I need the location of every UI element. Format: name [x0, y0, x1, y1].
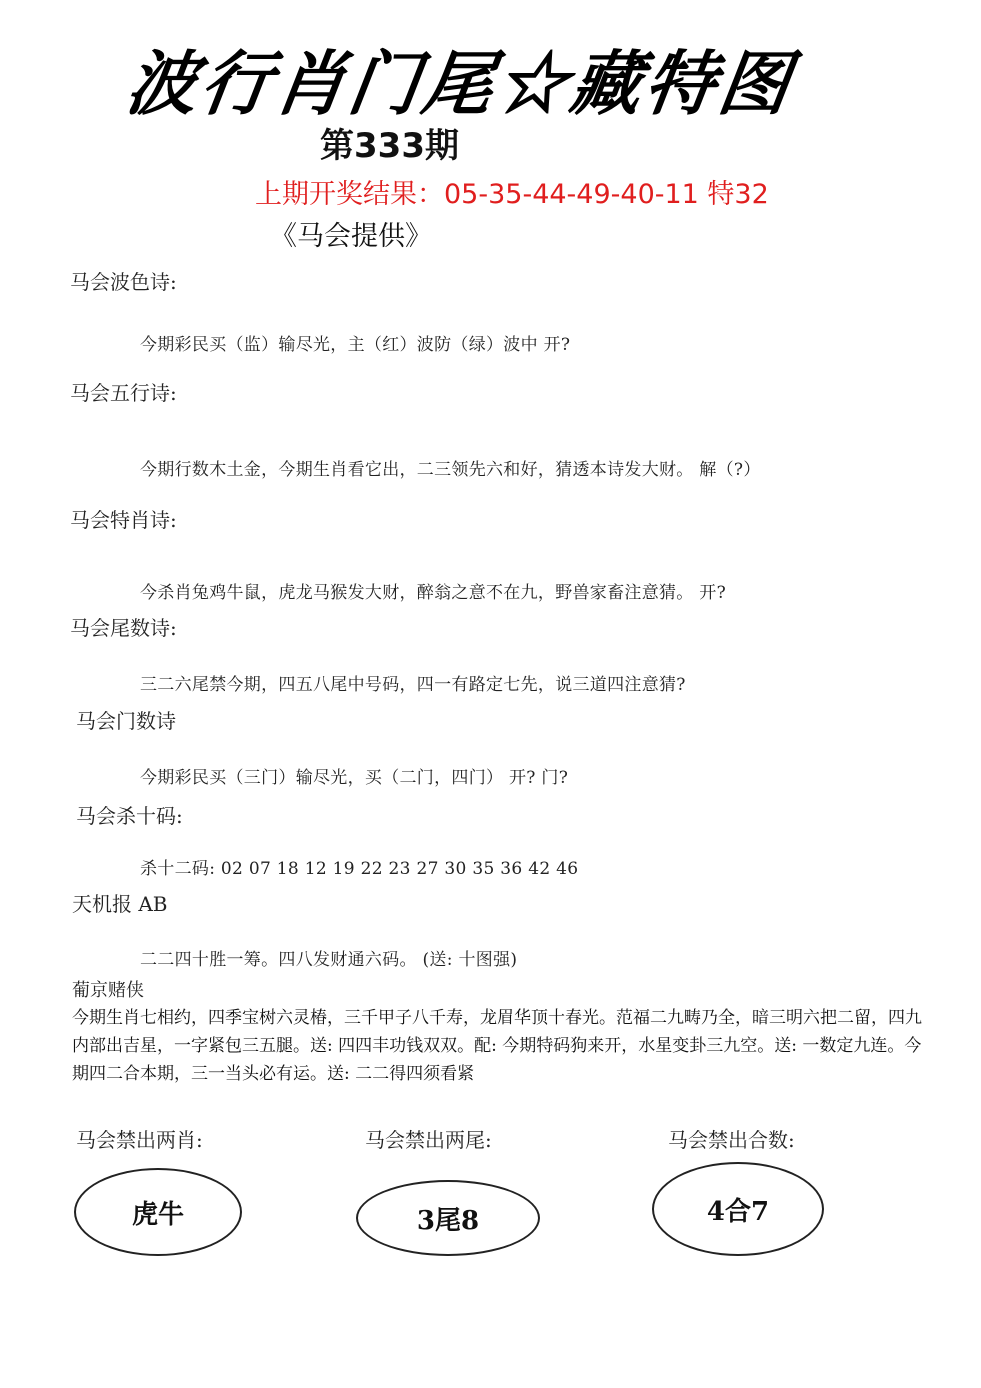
ban-value-zodiac: 虎牛 [131, 1199, 184, 1230]
section-text-wave-color: 今期彩民买（监）输尽光，主（红）波防（绿）波中 开? [140, 335, 571, 355]
puzzle-text: 今期生肖七相约，四季宝树六灵椿，三千甲子八千寿，龙眉华顶十春光。范福二九畴乃全，暗三明六把二留，四九内部出吉星，一字紧包三五腿。送: 四四丰功钱双双。配: 今期特码狗来开，水星变卦三九空。送: 一数定九连。今期四二合本期，三一当头必有运。送: 二二得四须看紧 [72, 1008, 922, 1084]
ban-heading-tail: 马会禁出两尾: [365, 1128, 492, 1152]
section-text-tianji: 二二四十胜一筹。四八发财通六码。 (送: 十图强) [140, 950, 518, 970]
section-heading-five-elements: 马会五行诗: [70, 381, 177, 405]
page-title: 波行肖门尾☆藏特图 [121, 42, 800, 125]
section-heading-tail-number: 马会尾数诗: [70, 616, 177, 640]
section-text-special-zodiac: 今杀肖兔鸡牛鼠，虎龙马猴发大财，醉翁之意不在九，野兽家畜注意猜。 开? [140, 583, 727, 603]
ban-ellipse-sum [652, 1162, 824, 1256]
section-text-five-elements: 今期行数木土金，今期生肖看它出，二三领先六和好，猜透本诗发大财。 解（?） [140, 460, 761, 480]
section-text-kill-ten: 杀十二码: 02 07 18 12 19 22 23 27 30 35 36 42 46 [140, 859, 579, 879]
section-heading-tianji: 天机报 AB [72, 892, 168, 916]
section-text-tail-number: 三二六尾禁今期，四五八尾中号码，四一有路定七先，说三道四注意猜? [140, 675, 686, 695]
section-heading-wave-color: 马会波色诗: [70, 270, 177, 294]
section-heading-kill-ten: 马会杀十码: [76, 804, 183, 828]
ban-value-sum: 4合7 [706, 1196, 770, 1227]
section-text-gate-number: 今期彩民买（三门）输尽光，买（二门，四门） 开? 门? [140, 768, 569, 788]
ban-heading-sum: 马会禁出合数: [668, 1128, 795, 1152]
section-heading-gate-number: 马会门数诗 [76, 709, 176, 733]
issue-number: 第333期 [320, 126, 459, 166]
provider-label: 《马会提供》 [270, 221, 432, 252]
puzzle-heading: 葡京赌侠 [72, 980, 144, 1001]
last-draw-result: 上期开奖结果：05-35-44-49-40-11 特32 [255, 179, 769, 210]
ban-value-tail: 3尾8 [416, 1205, 480, 1236]
ban-ellipse-tail [356, 1180, 540, 1256]
ban-heading-zodiac: 马会禁出两肖: [76, 1128, 203, 1152]
section-heading-special-zodiac: 马会特肖诗: [70, 508, 177, 532]
ban-ellipse-zodiac [74, 1168, 242, 1256]
